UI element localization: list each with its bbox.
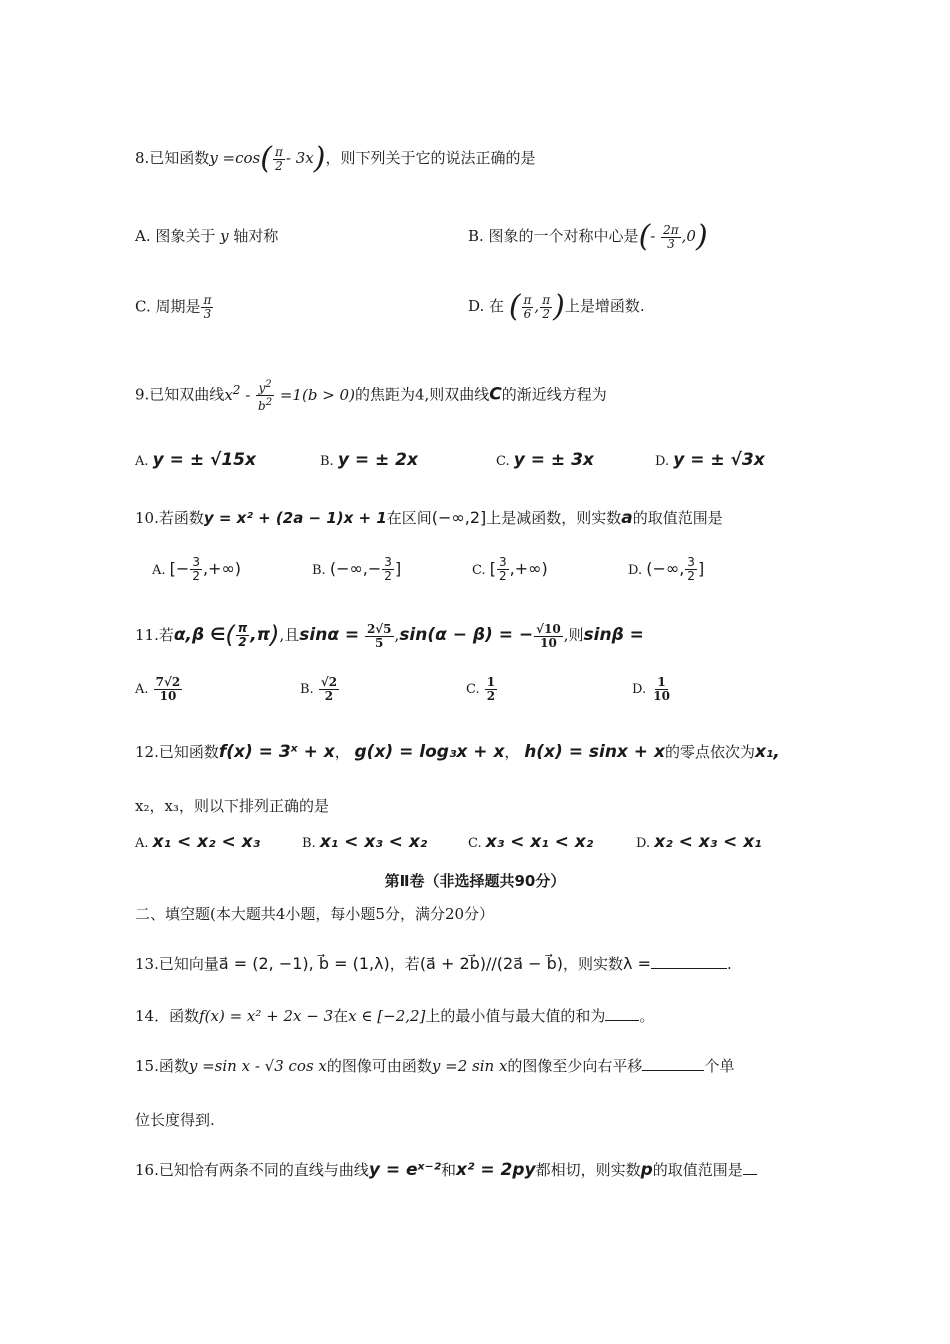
q8-stem-pre: 8.已知函数: [135, 149, 210, 167]
q10-option-c[interactable]: C. [ $\frac{3}{2}$ ,+∞): [472, 555, 548, 583]
section2-subtitle: 二、填空题(本大题共4小题，每小题5分，满分20分）: [135, 905, 495, 923]
q12-stem: 12.已知函数f(x) = 3ˣ + x， g(x) = log₃x + x， h(x) = sinx + x的零点依次为x₁,: [135, 742, 780, 762]
q9-option-d[interactable]: D. y = ± √3x: [655, 450, 765, 470]
q9-option-b[interactable]: B. y = ± 2x: [320, 450, 418, 470]
q8-function-math: y =cos( $\frac{\pi}{2}$ - 3x): [209, 141, 326, 176]
q16-stem: 16.已知恰有两条不同的直线与曲线y = eˣ⁻²和x² = 2py都相切，则实数p的取值范围是: [135, 1160, 757, 1180]
q9-option-a[interactable]: A. y = ± √15x: [135, 450, 256, 470]
q16-answer-blank[interactable]: [743, 1160, 757, 1175]
q8-stem-post: ，则下列关于它的说法正确的是: [325, 149, 536, 167]
q14-stem: 14．函数f(x) = x² + 2x − 3在x ∈ [−2,2]上的最小值与最大值的和为 。: [135, 1007, 655, 1025]
q12-option-a[interactable]: A. x₁ < x₂ < x₃: [135, 832, 261, 852]
q8-option-b[interactable]: B. 图象的一个对称中心是(- $\frac{2\pi}{3}$ ,0): [468, 219, 708, 254]
q15-stem: 15.函数y =sin x - √3 cos x的图像可由函数y =2 sin x的图像至少向右平移 个单: [135, 1057, 735, 1075]
q12-stem-line2: x₂，x₃，则以下排列正确的是: [135, 797, 329, 815]
q12-option-d[interactable]: D. x₂ < x₃ < x₁: [636, 832, 762, 852]
section2-title: 第Ⅱ卷（非选择题共90分）: [384, 872, 566, 890]
q10-option-d[interactable]: D. (−∞, $\frac{3}{2}$ ]: [628, 555, 705, 583]
q15-stem-line2: 位长度得到.: [135, 1111, 215, 1129]
q11-option-a[interactable]: A. $\frac{7√2}{10}$: [135, 675, 181, 703]
q8-option-d[interactable]: D. 在 ( $\frac{\pi}{6}$ , $\frac{\pi}{2}$ )上是增函数.: [468, 289, 645, 324]
q10-stem: 10.若函数y = x² + (2a − 1)x + 1在区间(−∞,2]上是减函数，则实数a的取值范围是: [135, 508, 723, 528]
q15-answer-blank[interactable]: [642, 1056, 704, 1071]
q8-option-c[interactable]: C. 周期是 $\frac{\pi}{3}$: [135, 293, 212, 321]
q13-stem: 13.已知向量a⃗ = (2, −1), b⃗ = (1,λ)，若(a⃗ + 2b⃗)//(2a⃗ − b⃗)，则实数λ = .: [135, 954, 732, 973]
q12-option-c[interactable]: C. x₃ < x₁ < x₂: [468, 832, 594, 852]
q11-stem: 11.若α,β ∈( $\frac{\pi}{2}$ ,π),且sinα = $\frac{2√5}{5}$ ,sin(α − β) = − $\frac{√10}{10}$ ,则sinβ =: [135, 620, 644, 650]
q9-hyperbola-math: $x^2$ - $\frac{y^2}{b^2}$ =1(b > 0): [224, 379, 355, 413]
q9-option-c[interactable]: C. y = ± 3x: [496, 450, 594, 470]
q9-stem: 9.已知双曲线$x^2$ - $\frac{y^2}{b^2}$ =1(b > 0)的焦距为4,则双曲线C的渐近线方程为: [135, 379, 607, 413]
q15-function-1: y =sin x - √3 cos x: [188, 1057, 327, 1075]
q13-answer-blank[interactable]: [651, 954, 727, 969]
q11-option-b[interactable]: B. $\frac{√2}{2}$: [300, 675, 338, 703]
q15-function-2: y =2 sin x: [431, 1057, 508, 1075]
q8-option-a[interactable]: A. 图象关于 y 轴对称: [135, 227, 279, 245]
q12-option-b[interactable]: B. x₁ < x₃ < x₂: [302, 832, 428, 852]
q10-option-a[interactable]: A. [− $\frac{3}{2}$ ,+∞): [152, 555, 242, 583]
q14-answer-blank[interactable]: [605, 1006, 639, 1021]
q11-option-d[interactable]: D. $\frac{1}{10}$: [632, 675, 670, 703]
q11-option-c[interactable]: C. $\frac{1}{2}$: [466, 675, 496, 703]
q8-stem: [135, 141, 536, 176]
q10-option-b[interactable]: B. (−∞,− $\frac{3}{2}$ ]: [312, 555, 402, 583]
